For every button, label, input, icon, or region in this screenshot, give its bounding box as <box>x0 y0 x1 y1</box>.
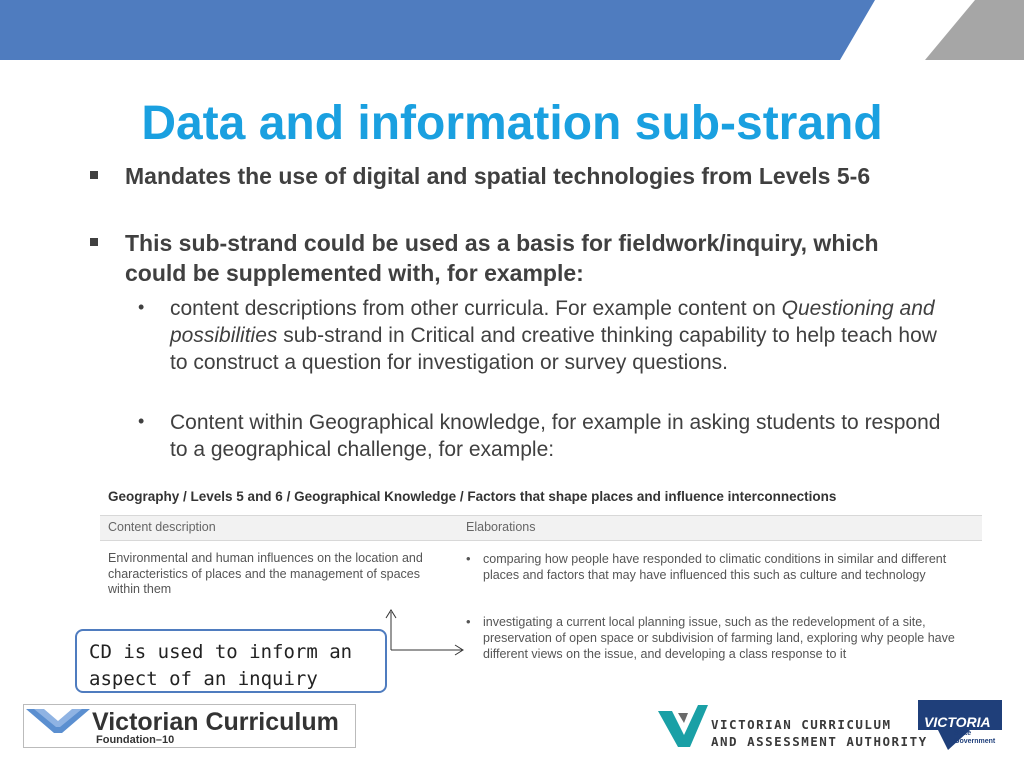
vic-logo-name: VICTORIA <box>924 714 991 730</box>
content-description: Environmental and human influences on the location and characteristics of places and the management of spaces within them <box>108 551 423 596</box>
vic-logo-sub <box>954 730 995 746</box>
subbullet-1-post: sub-strand in Critical and creative thinking capability to help teach how to construct a question for investigation or survey questions. <box>170 324 937 374</box>
vcaa-line-2: AND ASSESSMENT AUTHORITY <box>711 734 928 749</box>
vc-chevron-icon <box>26 709 90 733</box>
col-content-description: Content description <box>108 520 216 534</box>
subbullet-2: Content within Geographical knowledge, for example in asking students to respond to a geographical challenge, for example: <box>170 411 941 461</box>
bullet-dot-icon: • <box>138 297 145 317</box>
elaboration-1: comparing how people have responded to climatic conditions in similar and different places and factors that may have influenced this such as culture and technology <box>483 552 947 582</box>
bullet-dot-icon: • <box>466 614 471 629</box>
vc-logo-name: Victorian Curriculum <box>92 708 339 736</box>
vcaa-logo-icon <box>658 705 708 747</box>
bullet-2: This sub-strand could be used as a basis for fieldwork/inquiry, which could be supplemented with, for example: <box>125 230 879 286</box>
curriculum-breadcrumb: Geography / Levels 5 and 6 / Geographical Knowledge / Factors that shape places and influence interconnections <box>108 489 837 504</box>
bullet-1: Mandates the use of digital and spatial technologies from Levels 5-6 <box>125 163 871 189</box>
bullet-dot-icon: • <box>138 411 145 431</box>
page-title: Data and information sub-strand <box>141 97 883 150</box>
subbullet-1-pre: content descriptions from other curricula. For example content on <box>170 297 782 320</box>
vic-sub-2: Government <box>954 738 996 745</box>
elaboration-2: investigating a current local planning issue, such as the redevelopment of a site, preservation of open space or subdivision of farming land, exploring why people have different views on the issue, and developing a class response to it <box>483 615 955 661</box>
subbullet-1-italic: Questioning and possibilities <box>170 297 935 347</box>
vc-logo-sub: Foundation–10 <box>96 734 175 746</box>
bullet-dot-icon: • <box>466 551 471 566</box>
callout-box: CD is used to inform an aspect of an inquiry <box>75 629 387 693</box>
vcaa-line-1: VICTORIAN CURRICULUM <box>711 717 892 732</box>
vcaa-logo-text <box>711 716 928 750</box>
vic-sub-1: State <box>954 730 972 737</box>
col-elaborations: Elaborations <box>466 520 536 534</box>
